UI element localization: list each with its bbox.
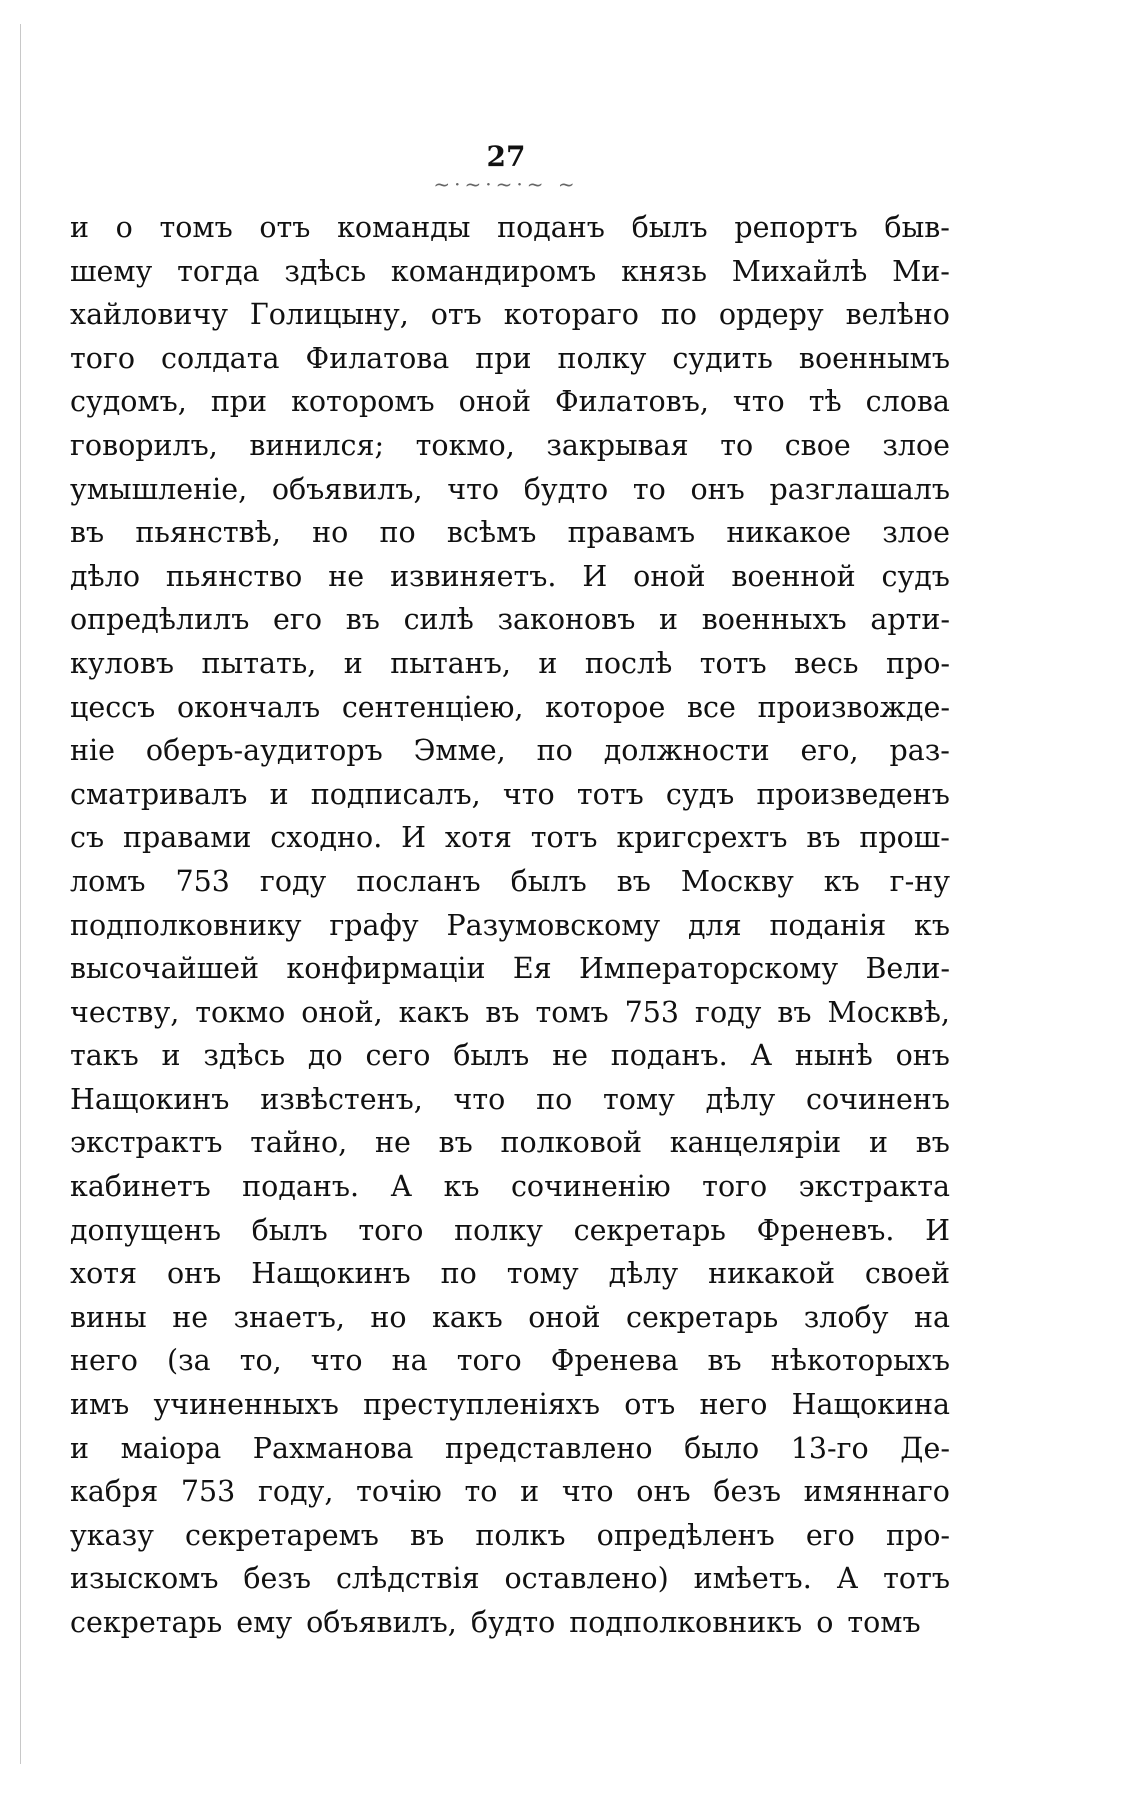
text-line: имъ учиненныхъ преступленіяхъ отъ него Нащокина <box>70 1388 950 1422</box>
text-line: такъ и здѣсь до сего былъ не поданъ. А нынѣ онъ <box>70 1039 950 1073</box>
text-line: хайловичу Голицыну, отъ котораго по ордеру велѣно <box>70 298 950 332</box>
decorative-ornament: ~·~·~·~ ~ <box>433 172 579 196</box>
text-line: кабинетъ поданъ. А къ сочиненію того экстракта <box>70 1170 950 1204</box>
text-line: кабря 753 году, точію то и что онъ безъ имяннаго <box>70 1475 950 1509</box>
text-line: шему тогда здѣсь командиромъ князь Михайлѣ Ми- <box>70 254 950 288</box>
text-line: говорилъ, винился; токмо, закрывая то свое злое <box>70 428 950 462</box>
text-line: сматривалъ и подписалъ, что тотъ судъ произведенъ <box>70 777 950 811</box>
text-line: и маіора Рахманова представлено было 13-го Де- <box>70 1431 950 1465</box>
text-line: честву, токмо оной, какъ въ томъ 753 году въ Москвѣ, <box>70 995 950 1029</box>
page-number: 27 <box>486 140 526 173</box>
text-line: судомъ, при которомъ оной Филатовъ, что тѣ слова <box>70 385 950 419</box>
text-line: съ правами сходно. И хотя тотъ кригсрехтъ въ прош- <box>70 821 950 855</box>
text-line: секретарь ему объявилъ, будто подполковникъ о томъ <box>70 1606 921 1639</box>
text-line: въ пьянствѣ, но по всѣмъ правамъ никакое злое <box>70 516 950 550</box>
text-line: вины не знаетъ, но какъ оной секретарь злобу на <box>70 1300 950 1334</box>
text-line: того солдата Филатова при полку судить военнымъ <box>70 341 950 375</box>
text-line: куловъ пытать, и пытанъ, и послѣ тотъ весь про- <box>70 646 950 680</box>
text-line: подполковнику графу Разумовскому для поданія къ <box>70 908 950 942</box>
text-line: дѣло пьянство не извиняетъ. И оной военной судъ <box>70 559 950 593</box>
text-line: опредѣлилъ его въ силѣ законовъ и военныхъ арти- <box>70 603 950 637</box>
text-line: хотя онъ Нащокинъ по тому дѣлу никакой своей <box>70 1257 950 1291</box>
text-line: ніе оберъ-аудиторъ Эмме, по должности его, раз- <box>70 734 950 768</box>
text-line: умышленіе, объявилъ, что будто то онъ разглашалъ <box>70 472 950 506</box>
page-edge-line <box>20 24 21 1764</box>
text-line: него (за то, что на того Френева въ нѣкоторыхъ <box>70 1344 950 1378</box>
text-line: ломъ 753 году посланъ былъ въ Москву къ г-ну <box>70 864 950 898</box>
text-line: Нащокинъ извѣстенъ, что по тому дѣлу сочиненъ <box>70 1082 950 1116</box>
text-line: и о томъ отъ команды поданъ былъ репортъ быв- <box>70 211 950 244</box>
text-line: указу секретаремъ въ полкъ опредѣленъ его про- <box>70 1518 950 1552</box>
text-line: высочайшей конфирмаціи Ея Императорскому Вели- <box>70 952 950 986</box>
text-line: цессъ окончалъ сентенціею, которое все произвожде- <box>70 690 950 724</box>
text-line: изыскомъ безъ слѣдствія оставлено) имѣетъ. А тотъ <box>70 1562 950 1596</box>
text-line: экстрактъ тайно, не въ полковой канцеляріи и въ <box>70 1126 950 1160</box>
body-text <box>70 206 950 1645</box>
text-line: допущенъ былъ того полку секретарь Френевъ. И <box>70 1213 950 1247</box>
